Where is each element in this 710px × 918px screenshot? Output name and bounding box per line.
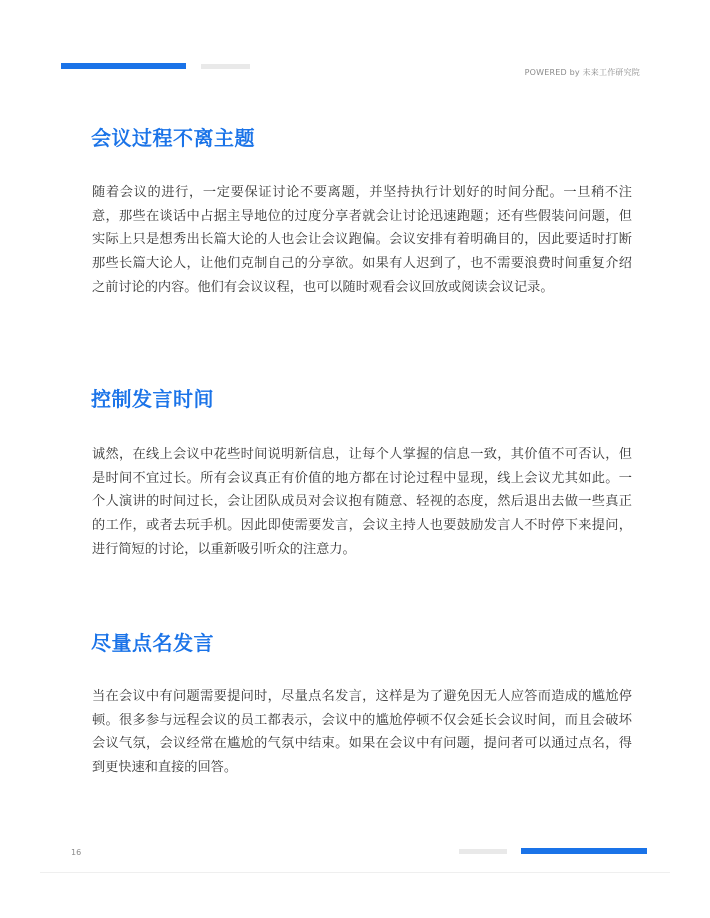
section-body-meeting-on-topic: 随着会议的进行，一定要保证讨论不要离题，并坚持执行计划好的时间分配。一旦稍不注意，那些在谈话中占据主导地位的过度分享者就会让讨论迅速跑题；还有些假装问问题，但实际上只是想秀出长篇大论的人也会让会议跑偏。会议安排有着明确目的，因此要适时打断那些长篇大论人，让他们克制自己的分享欲。如果有人迟到了，也不需要浪费时间重复介绍之前讨论的内容。他们有会议议程，也可以随时观看会议回放或阅读会议记录。: [92, 185, 632, 295]
section-title-control-speaking-time: 控制发言时间: [91, 387, 214, 411]
footer-divider: [40, 872, 670, 873]
page-number: 16: [71, 848, 82, 857]
section-title-meeting-on-topic: 会议过程不离主题: [91, 126, 255, 150]
section-body-call-on-by-name: 当在会议中有问题需要提问时，尽量点名发言，这样是为了避免因无人应答而造成的尴尬停顿。很多参与远程会议的员工都表示，会议中的尴尬停顿不仅会延长会议时间，而且会破坏会议气氛，会议经常在尴尬的气氛中结束。如果在会议中有问题，提问者可以通过点名，得到更快速和直接的回答。: [92, 689, 632, 776]
powered-by-label: POWERED by 未来工作研究院: [524, 68, 640, 77]
header-secondary-bar: [201, 64, 250, 69]
section-body-control-speaking-time: 诚然，在线上会议中花些时间说明新信息，让每个人掌握的信息一致，其价值不可否认，但是时间不宜过长。所有会议真正有价值的地方都在讨论过程中显现，线上会议尤其如此。一个人演讲的时间过长，会让团队成员对会议抱有随意、轻视的态度，然后退出去做一些真正的工作，或者去玩手机。因此即使需要发言，会议主持人也要鼓励发言人不时停下来提问，进行简短的讨论，以重新吸引听众的注意力。: [92, 447, 632, 557]
footer-accent-bar: [521, 848, 647, 854]
section-title-call-on-by-name: 尽量点名发言: [91, 631, 214, 655]
header-accent-bar: [61, 63, 186, 69]
footer-secondary-bar: [459, 849, 507, 854]
